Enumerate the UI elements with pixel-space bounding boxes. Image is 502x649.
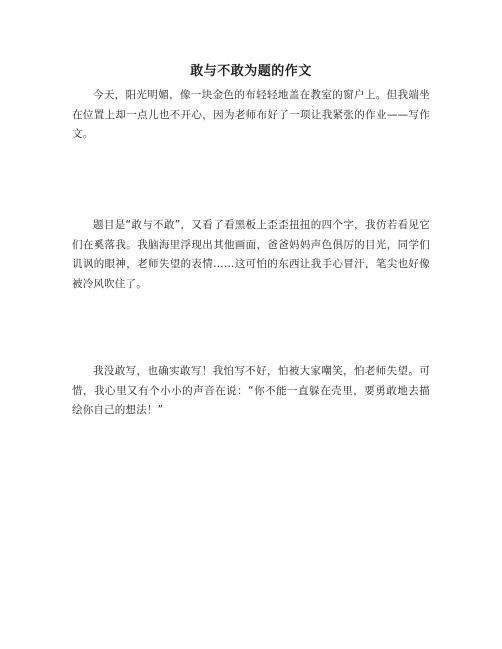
- paragraph-3: 我没敢写，也确实敢写！我怕写不好，怕被大家嘲笑，怕老师失望。可惜，我心里又有个小小的声音在说：“你不能一直躲在壳里，要勇敢地去描绘你自己的想法！”: [72, 365, 430, 416]
- document-title: 敢与不敢为题的作文: [190, 64, 312, 79]
- paragraph-1: 今天，阳光明媚，像一块金色的布轻轻地盖在教室的窗户上。但我端坐在位置上却一点儿也不开心，因为老师布好了一项让我紧张的作业——写作文。: [72, 89, 430, 140]
- paragraph-2: 题目是“敢与不敢”，又看了看黑板上歪歪扭扭的四个字，我仿若看见它们在奚落我。我脑海里浮现出其他画面，爸爸妈妈声色俱厉的目光，同学们讥讽的眼神，老师失望的表情……这可怕的东西让我手心冒汗，笔尖也好像被冷风吹住了。: [72, 219, 430, 290]
